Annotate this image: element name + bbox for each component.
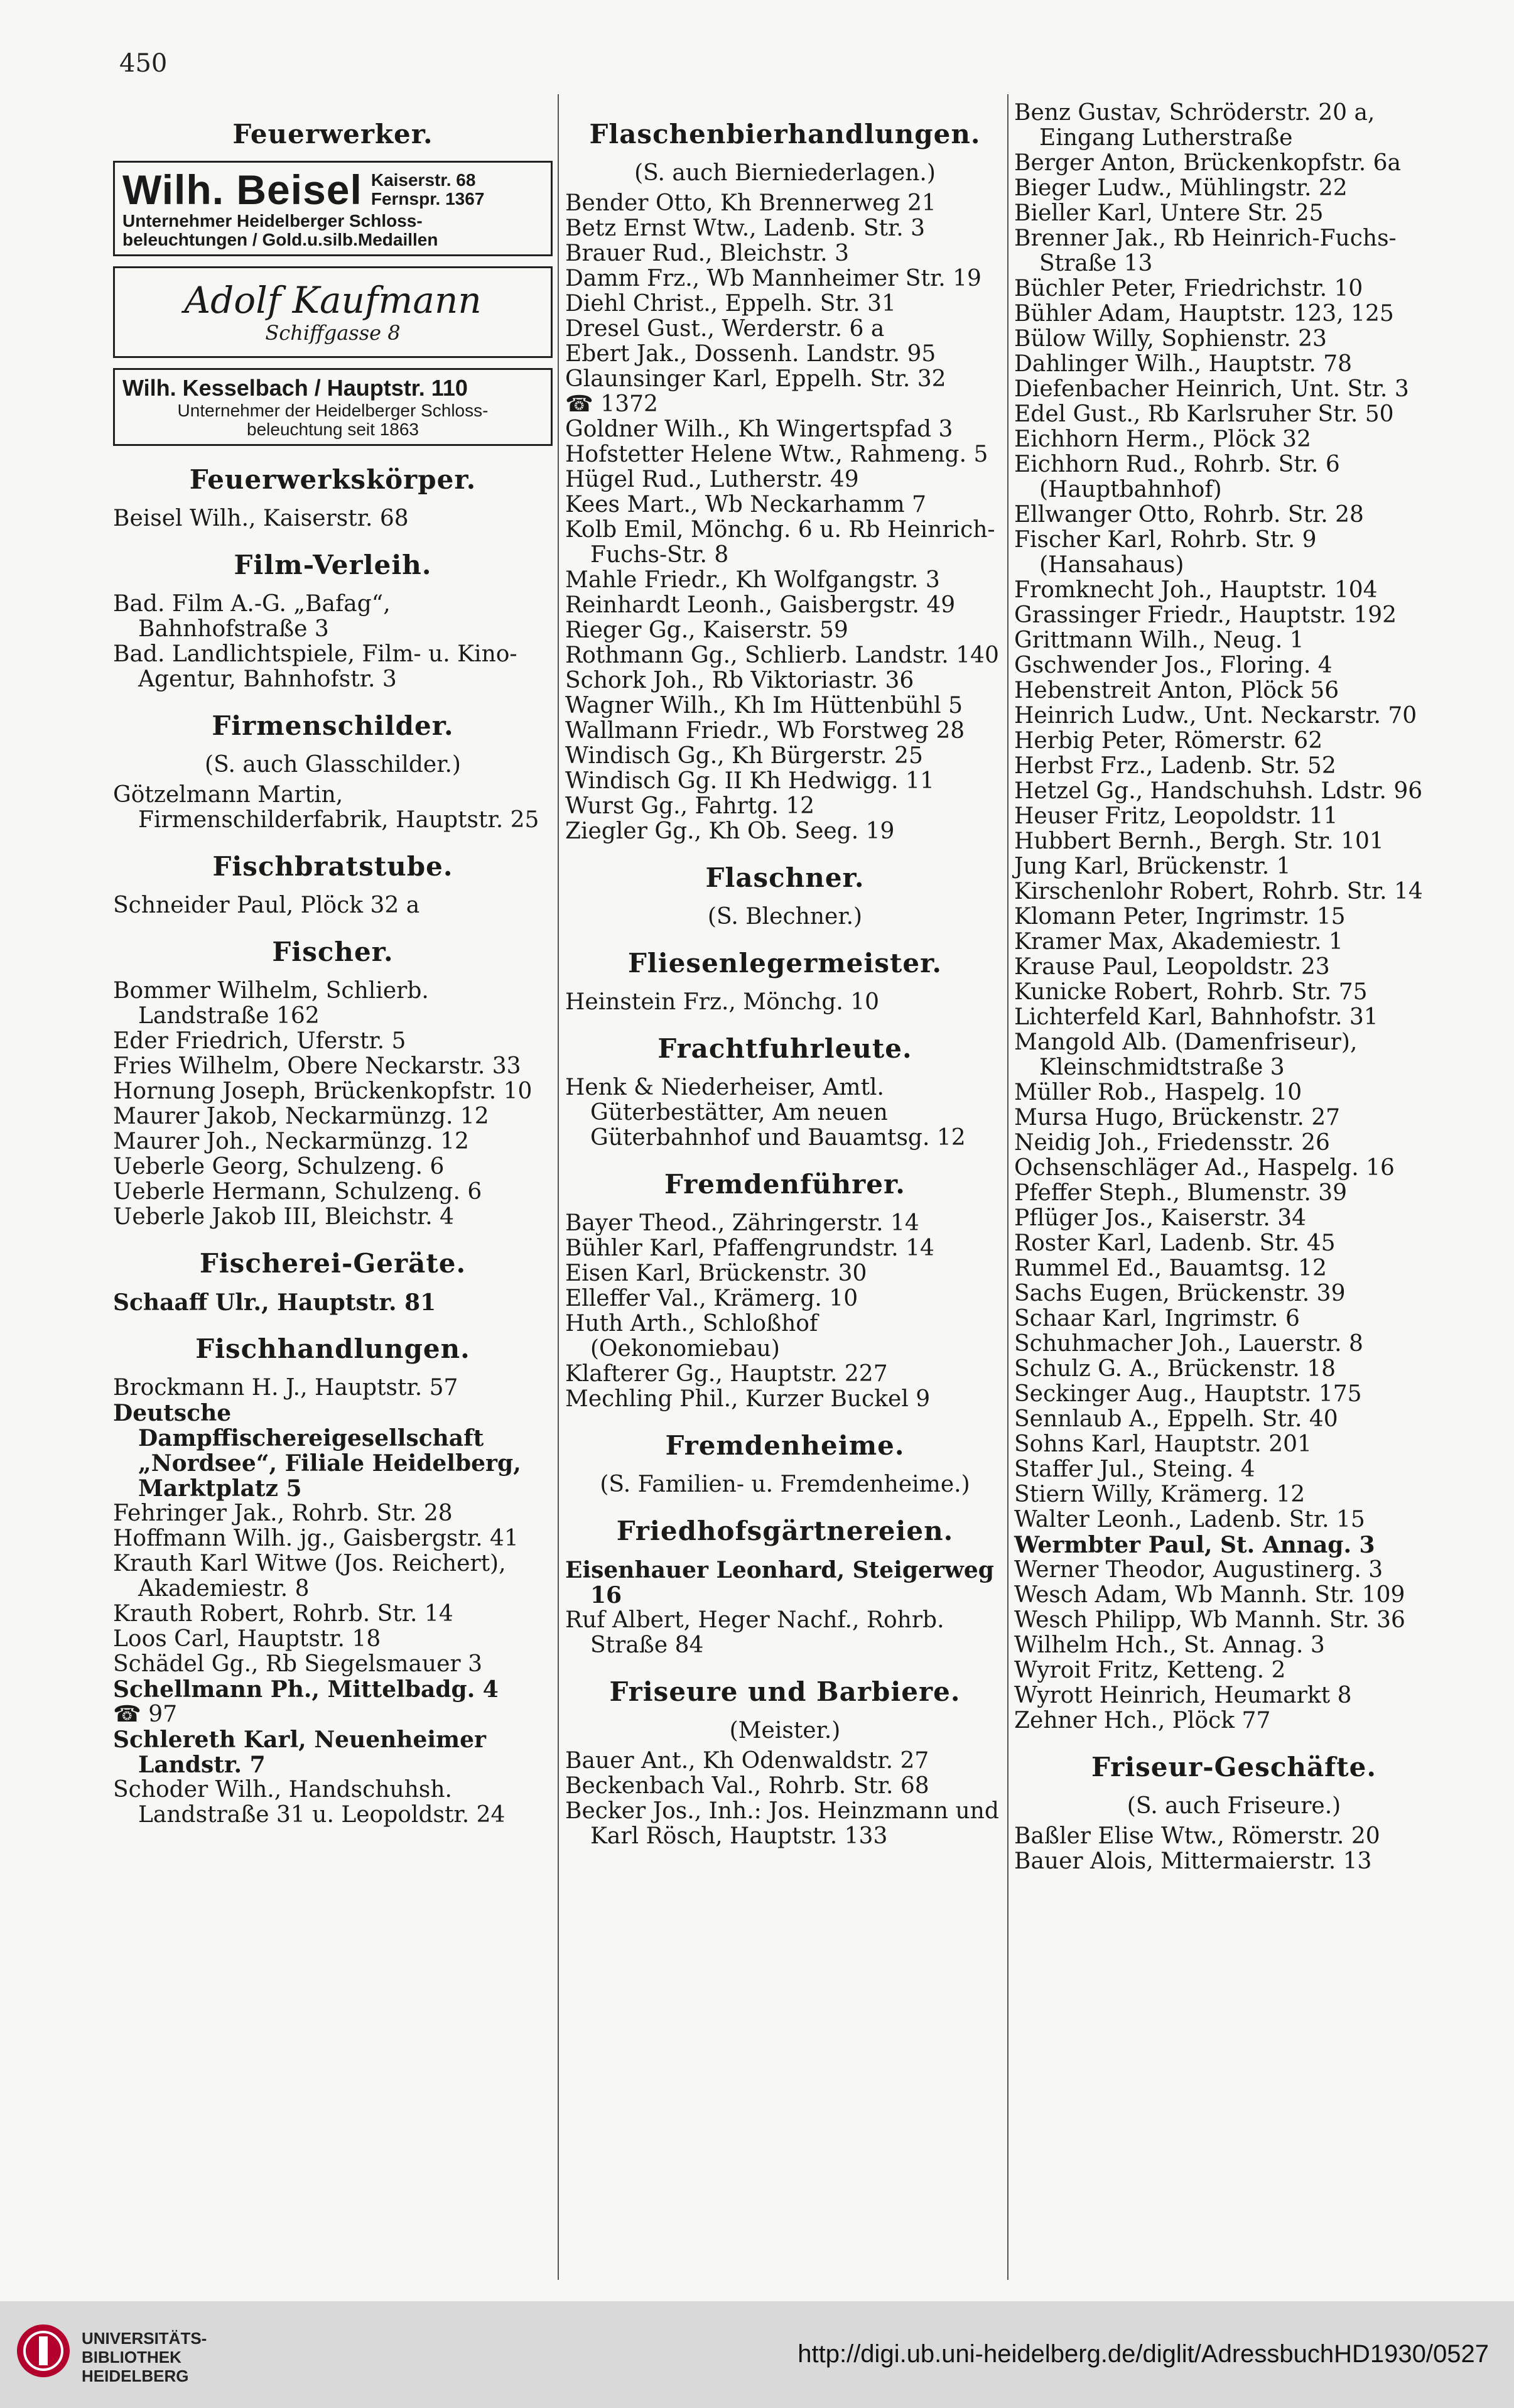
directory-entry: Eisenhauer Leonhard, Steigerweg 16 xyxy=(565,1557,994,1608)
directory-entry: Fehringer Jak., Rohrb. Str. 28 xyxy=(113,1500,453,1526)
directory-entry: Ebert Jak., Dossenh. Landstr. 95 xyxy=(565,341,936,367)
directory-entry: Ueberle Hermann, Schulzeng. 6 xyxy=(113,1179,482,1205)
directory-entry: Kirschenlohr Robert, Rohrb. Str. 14 xyxy=(1014,879,1423,904)
section-heading: Friseure und Barbiere. xyxy=(609,1676,961,1707)
directory-entry: Wesch Adam, Wb Mannh. Str. 109 xyxy=(1014,1582,1405,1608)
directory-entry: Eichhorn Herm., Plöck 32 xyxy=(1014,426,1311,452)
directory-entry: Ziegler Gg., Kh Ob. Seeg. 19 xyxy=(565,818,895,844)
library-name-line: UNIVERSITÄTS- xyxy=(82,2329,207,2348)
directory-entry: Grittmann Wilh., Neug. 1 xyxy=(1014,627,1304,653)
directory-entry: Mursa Hugo, Brückenstr. 27 xyxy=(1014,1105,1341,1131)
column-divider xyxy=(558,94,559,2280)
directory-entry: Wagner Wilh., Kh Im Hüttenbühl 5 xyxy=(565,693,963,719)
section-heading: Flaschner. xyxy=(705,862,865,893)
directory-entry: Ellwanger Otto, Rohrb. Str. 28 xyxy=(1014,502,1364,528)
directory-entry: Bender Otto, Kh Brennerweg 21 xyxy=(565,190,936,216)
directory-entry: Klomann Peter, Ingrimstr. 15 xyxy=(1014,904,1346,930)
directory-entry: Büchler Peter, Friedrichstr. 10 xyxy=(1014,276,1363,301)
directory-entry: Bad. Film A.-G. „Bafag“, Bahnhofstraße 3 xyxy=(113,591,391,642)
directory-entry: Lichterfeld Karl, Bahnhofstr. 31 xyxy=(1014,1004,1378,1030)
directory-entry: Betz Ernst Wtw., Ladenb. Str. 3 xyxy=(565,215,926,241)
section-heading: Frachtfuhrleute. xyxy=(657,1033,912,1064)
ad-address: Schiffgasse 8 xyxy=(265,321,401,345)
directory-entry: Schuhmacher Joh., Lauerstr. 8 xyxy=(1014,1331,1363,1357)
directory-entry: Maurer Joh., Neckarmünzg. 12 xyxy=(113,1129,469,1154)
directory-entry: Wyroit Fritz, Ketteng. 2 xyxy=(1014,1657,1286,1683)
directory-entry: Benz Gustav, Schröderstr. 20 a, Eingang Lutherstraße xyxy=(1014,100,1375,151)
section-heading: Fliesenlegermeister. xyxy=(627,948,943,979)
directory-entry: Fischer Karl, Rohrb. Str. 9 (Hansahaus) xyxy=(1014,527,1317,578)
directory-entry: Wallmann Friedr., Wb Forstweg 28 xyxy=(565,718,965,744)
page-number: 450 xyxy=(119,49,168,78)
section-heading: Fischerei-Geräte. xyxy=(199,1248,467,1279)
directory-entry: Seckinger Aug., Hauptstr. 175 xyxy=(1014,1381,1362,1407)
directory-entry: Becker Jos., Inh.: Jos. Heinzmann und Karl Rösch, Hauptstr. 133 xyxy=(565,1798,999,1849)
directory-entry: Herbig Peter, Römerstr. 62 xyxy=(1014,728,1323,754)
directory-entry: Bayer Theod., Zähringerstr. 14 xyxy=(565,1210,919,1236)
directory-entry: Bühler Karl, Pfaffengrundstr. 14 xyxy=(565,1235,934,1261)
directory-entry: ☎ 97 xyxy=(113,1701,178,1727)
directory-entry: Bülow Willy, Sophienstr. 23 xyxy=(1014,326,1327,352)
directory-entry: Mechling Phil., Kurzer Buckel 9 xyxy=(565,1386,931,1412)
directory-entry: Staffer Jul., Steing. 4 xyxy=(1014,1456,1255,1482)
directory-entry: Schoder Wilh., Handschuhsh. Landstraße 31 u. Leopoldstr. 24 xyxy=(113,1777,506,1828)
directory-entry: Dahlinger Wilh., Hauptstr. 78 xyxy=(1014,351,1353,377)
directory-entry: Bommer Wilhelm, Schlierb. Landstraße 162 xyxy=(113,978,429,1029)
directory-entry: Ochsenschläger Ad., Haspelg. 16 xyxy=(1014,1155,1395,1181)
directory-entry: Beckenbach Val., Rohrb. Str. 68 xyxy=(565,1773,929,1799)
ad-text: Unternehmer der Heidelberger Schloss- xyxy=(177,401,489,420)
directory-entry: Brenner Jak., Rb Heinrich-Fuchs-Straße 13 xyxy=(1014,225,1397,276)
directory-entry: Beisel Wilh., Kaiserstr. 68 xyxy=(113,506,409,531)
section-heading: Fischhandlungen. xyxy=(195,1333,470,1364)
directory-entry: Grassinger Friedr., Hauptstr. 192 xyxy=(1014,602,1397,628)
directory-entry: Sachs Eugen, Brückenstr. 39 xyxy=(1014,1281,1346,1306)
ad-name: Adolf Kaufmann xyxy=(184,279,482,322)
directory-entry: Windisch Gg., Kh Bürgerstr. 25 xyxy=(565,743,923,769)
directory-entry: Gschwender Jos., Floring. 4 xyxy=(1014,653,1333,678)
directory-entry: Baßler Elise Wtw., Römerstr. 20 xyxy=(1014,1823,1380,1849)
directory-entry: Kramer Max, Akademiestr. 1 xyxy=(1014,929,1343,955)
directory-entry: Klafterer Gg., Hauptstr. 227 xyxy=(565,1361,888,1387)
directory-entry: Schädel Gg., Rb Siegelsmauer 3 xyxy=(113,1651,482,1677)
directory-entry: Werner Theodor, Augustinerg. 3 xyxy=(1014,1557,1383,1583)
column-divider xyxy=(1007,94,1008,2280)
directory-entry: Götzelmann Martin, Firmenschilderfabrik, Hauptstr. 25 xyxy=(113,782,539,833)
directory-entry: Hofstetter Helene Wtw., Rahmeng. 5 xyxy=(565,442,988,467)
directory-entry: Goldner Wilh., Kh Wingertspfad 3 xyxy=(565,416,953,442)
directory-entry: Eder Friedrich, Uferstr. 5 xyxy=(113,1028,406,1054)
directory-entry: Stiern Willy, Krämerg. 12 xyxy=(1014,1482,1306,1507)
directory-entry: Diehl Christ., Eppelh. Str. 31 xyxy=(565,291,896,317)
directory-entry: Bauer Alois, Mittermaierstr. 13 xyxy=(1014,1848,1372,1874)
directory-entry: Brauer Rud., Bleichstr. 3 xyxy=(565,241,850,266)
section-heading: Friseur-Geschäfte. xyxy=(1091,1752,1376,1782)
directory-entry: Kees Mart., Wb Neckarhamm 7 xyxy=(565,492,926,518)
directory-entry: Sohns Karl, Hauptstr. 201 xyxy=(1014,1431,1312,1457)
directory-entry: Wilhelm Hch., St. Annag. 3 xyxy=(1014,1632,1325,1658)
ad-address-line: Fernspr. 1367 xyxy=(370,189,485,209)
directory-entry: Henk & Niederheiser, Amtl. Güterbestätter, Am neuen Güterbahnhof und Bauamtsg. 12 xyxy=(565,1075,966,1151)
directory-entry: Hügel Rud., Lutherstr. 49 xyxy=(565,467,859,492)
directory-entry: Bad. Landlichtspiele, Film- u. Kino-Agentur, Bahnhofstr. 3 xyxy=(113,641,517,692)
directory-entry: Wermbter Paul, St. Annag. 3 xyxy=(1014,1532,1375,1558)
directory-entry: Bieger Ludw., Mühlingstr. 22 xyxy=(1014,175,1348,201)
directory-entry: Kolb Emil, Mönchg. 6 u. Rb Heinrich-Fuchs-Str. 8 xyxy=(565,517,995,568)
directory-entry: Schaaff Ulr., Hauptstr. 81 xyxy=(113,1289,436,1316)
directory-entry: Wurst Gg., Fahrtg. 12 xyxy=(565,793,815,819)
directory-entry: Hebenstreit Anton, Plöck 56 xyxy=(1014,678,1339,703)
directory-entry: Schellmann Ph., Mittelbadg. 4 xyxy=(113,1676,499,1703)
directory-entry: Krauth Karl Witwe (Jos. Reichert), Akademiestr. 8 xyxy=(113,1551,506,1602)
directory-entry: Edel Gust., Rb Karlsruher Str. 50 xyxy=(1014,401,1394,427)
advertisement-kaufmann xyxy=(113,266,553,358)
directory-entry: Fries Wilhelm, Obere Neckarstr. 33 xyxy=(113,1053,521,1079)
library-name xyxy=(82,2329,207,2385)
directory-entry: Heuser Fritz, Leopoldstr. 11 xyxy=(1014,803,1338,829)
ad-header xyxy=(122,168,543,212)
section-heading: Friedhofsgärtnereien. xyxy=(616,1516,954,1546)
column-middle xyxy=(565,100,1005,1849)
directory-entry: Hornung Joseph, Brückenkopfstr. 10 xyxy=(113,1078,533,1104)
ad-text: beleuchtung seit 1863 xyxy=(247,420,419,439)
directory-entry: Fromknecht Joh., Hauptstr. 104 xyxy=(1014,577,1378,603)
directory-entry: ☎ 1372 xyxy=(565,391,658,417)
directory-entry: Elleffer Val., Krämerg. 10 xyxy=(565,1286,858,1311)
directory-entry: Rieger Gg., Kaiserstr. 59 xyxy=(565,617,848,643)
directory-entry: Bauer Ant., Kh Odenwaldstr. 27 xyxy=(565,1748,929,1774)
directory-entry: Krauth Robert, Rohrb. Str. 14 xyxy=(113,1601,453,1627)
section-note: (S. auch Glasschilder.) xyxy=(205,752,461,778)
directory-entry: Mahle Friedr., Kh Wolfgangstr. 3 xyxy=(565,567,940,593)
directory-entry: Hetzel Gg., Handschuhsh. Ldstr. 96 xyxy=(1014,778,1423,804)
section-heading: Firmenschilder. xyxy=(212,710,454,741)
directory-entry: Diefenbacher Heinrich, Unt. Str. 3 xyxy=(1014,376,1409,402)
section-note: (S. Familien- u. Fremdenheime.) xyxy=(600,1472,970,1497)
directory-entry: Roster Karl, Ladenb. Str. 45 xyxy=(1014,1230,1336,1256)
footer-bar xyxy=(0,2301,1514,2408)
directory-entry: Zehner Hch., Plöck 77 xyxy=(1014,1708,1271,1733)
directory-entry: Huth Arth., Schloßhof (Oekonomiebau) xyxy=(565,1311,818,1362)
directory-entry: Schlereth Karl, Neuenheimer Landstr. 7 xyxy=(113,1727,486,1778)
directory-entry: Sennlaub A., Eppelh. Str. 40 xyxy=(1014,1406,1338,1432)
directory-entry: Berger Anton, Brückenkopfstr. 6a xyxy=(1014,150,1401,176)
directory-entry: Jung Karl, Brückenstr. 1 xyxy=(1014,854,1291,879)
directory-entry: Windisch Gg. II Kh Hedwigg. 11 xyxy=(565,768,934,794)
source-url[interactable]: http://digi.ub.uni-heidelberg.de/diglit/AdressbuchHD1930/0527 xyxy=(798,2340,1489,2368)
directory-entry: Rummel Ed., Bauamtsg. 12 xyxy=(1014,1256,1327,1281)
ad-text: Unternehmer Heidelberger Schloss- xyxy=(122,211,423,230)
column-right xyxy=(1014,100,1454,1874)
directory-entry: Deutsche Dampffischereigesellschaft „Nordsee“, Filiale Heidelberg, Marktplatz 5 xyxy=(113,1400,521,1502)
directory-entry: Neidig Joh., Friedensstr. 26 xyxy=(1014,1130,1330,1156)
section-note: (S. auch Friseure.) xyxy=(1127,1793,1341,1819)
directory-entry: Glaunsinger Karl, Eppelh. Str. 32 xyxy=(565,366,946,392)
directory-entry: Kunicke Robert, Rohrb. Str. 75 xyxy=(1014,979,1368,1005)
directory-entry: Maurer Jakob, Neckarmünzg. 12 xyxy=(113,1104,489,1129)
directory-entry: Schulz G. A., Brückenstr. 18 xyxy=(1014,1356,1336,1382)
advertisement-beisel xyxy=(113,161,553,256)
section-note: (S. Blechner.) xyxy=(707,904,863,930)
section-heading: Fischer. xyxy=(272,936,394,967)
ad-name: Wilh. Kesselbach / Hauptstr. 110 xyxy=(122,375,468,401)
section-note: (S. auch Bierniederlagen.) xyxy=(634,160,936,186)
directory-entry: Pfeffer Steph., Blumenstr. 39 xyxy=(1014,1180,1348,1206)
directory-entry: Schaar Karl, Ingrimstr. 6 xyxy=(1014,1306,1300,1331)
directory-entry: Hubbert Bernh., Bergh. Str. 101 xyxy=(1014,828,1384,854)
section-note: (Meister.) xyxy=(729,1718,841,1744)
section-heading: Flaschenbierhandlungen. xyxy=(589,119,981,149)
directory-entry: Ruf Albert, Heger Nachf., Rohrb. Straße 84 xyxy=(565,1607,944,1658)
ad-text: beleuchtungen / Gold.u.silb.Medaillen xyxy=(122,230,438,249)
directory-entry: Rothmann Gg., Schlierb. Landstr. 140 xyxy=(565,643,999,668)
ad-address xyxy=(371,171,485,209)
directory-entry: Bieller Karl, Untere Str. 25 xyxy=(1014,200,1324,226)
library-name-line: BIBLIOTHEK xyxy=(82,2348,181,2367)
ad-name: Wilh. Beisel xyxy=(122,166,362,213)
directory-entry: Walter Leonh., Ladenb. Str. 15 xyxy=(1014,1507,1365,1532)
directory-entry: Heinstein Frz., Mönchg. 10 xyxy=(565,989,880,1015)
column-left xyxy=(113,100,553,1828)
directory-entry: Reinhardt Leonh., Gaisbergstr. 49 xyxy=(565,592,956,618)
directory-entry: Hoffmann Wilh. jg., Gaisbergstr. 41 xyxy=(113,1526,519,1551)
directory-entry: Brockmann H. J., Hauptstr. 57 xyxy=(113,1375,458,1401)
directory-entry: Damm Frz., Wb Mannheimer Str. 19 xyxy=(565,266,981,291)
directory-entry: Herbst Frz., Ladenb. Str. 52 xyxy=(1014,753,1336,779)
directory-entry: Loos Carl, Hauptstr. 18 xyxy=(113,1626,381,1652)
directory-entry: Schneider Paul, Plöck 32 a xyxy=(113,892,420,918)
section-heading: Fremdenführer. xyxy=(664,1169,906,1200)
directory-entry: Müller Rob., Haspelg. 10 xyxy=(1014,1080,1302,1105)
directory-entry: Heinrich Ludw., Unt. Neckarstr. 70 xyxy=(1014,703,1417,729)
directory-entry: Dresel Gust., Werderstr. 6 a xyxy=(565,316,885,342)
section-heading: Feuerwerkskörper. xyxy=(189,464,477,495)
directory-entry: Schork Joh., Rb Viktoriastr. 36 xyxy=(565,668,914,693)
section-heading: Fischbratstube. xyxy=(212,851,453,882)
section-heading: Film-Verleih. xyxy=(234,550,432,580)
directory-entry: Bühler Adam, Hauptstr. 123, 125 xyxy=(1014,301,1394,327)
library-name-line: HEIDELBERG xyxy=(82,2367,189,2385)
advertisement-kesselbach xyxy=(113,368,553,446)
section-heading: Fremdenheime. xyxy=(665,1430,905,1461)
directory-entry: Eisen Karl, Brückenstr. 30 xyxy=(565,1261,867,1286)
section-heading: Feuerwerker. xyxy=(232,119,433,149)
directory-entry: Krause Paul, Leopoldstr. 23 xyxy=(1014,954,1330,980)
directory-entry: Pflüger Jos., Kaiserstr. 34 xyxy=(1014,1205,1307,1231)
directory-entry: Ueberle Georg, Schulzeng. 6 xyxy=(113,1154,445,1180)
directory-entry: Mangold Alb. (Damenfriseur), Kleinschmidtstraße 3 xyxy=(1014,1029,1358,1080)
ad-address-line: Kaiserstr. 68 xyxy=(370,170,476,190)
university-seal-icon xyxy=(15,2323,72,2379)
directory-entry: Ueberle Jakob III, Bleichstr. 4 xyxy=(113,1204,455,1230)
directory-entry: Wesch Philipp, Wb Mannh. Str. 36 xyxy=(1014,1607,1405,1633)
directory-entry: Wyrott Heinrich, Heumarkt 8 xyxy=(1014,1683,1352,1708)
directory-entry: Eichhorn Rud., Rohrb. Str. 6 (Hauptbahnhof) xyxy=(1014,452,1340,502)
